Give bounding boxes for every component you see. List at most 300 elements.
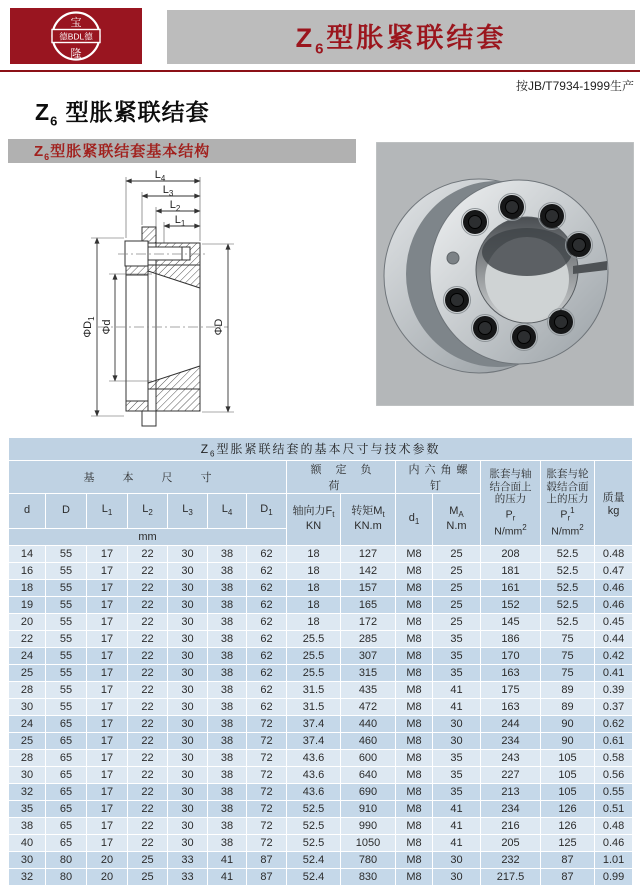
table-cell: 126 xyxy=(541,818,595,835)
table-cell: 17 xyxy=(87,699,128,716)
col-header-D1: $D_1$ xyxy=(247,494,287,529)
table-row xyxy=(9,546,633,563)
table-cell: 30 xyxy=(168,665,208,682)
table-cell: 22 xyxy=(128,648,168,665)
col-group-basic-dimensions: 基本尺寸 xyxy=(9,461,287,494)
table-cell: M8 xyxy=(396,818,433,835)
table-cell: 40 xyxy=(9,835,46,852)
table-cell: 52.5 xyxy=(541,580,595,597)
table-cell: 0.46 xyxy=(595,597,633,614)
table-cell: 30 xyxy=(168,801,208,818)
table-cell: 17 xyxy=(87,801,128,818)
dim-label-l3: $L_3$ xyxy=(162,184,174,198)
dim-label-phi-D: ΦD xyxy=(213,318,225,336)
table-cell: 38 xyxy=(208,682,247,699)
table-cell: 80 xyxy=(46,869,87,886)
table-cell: 30 xyxy=(168,648,208,665)
table-cell: 41 xyxy=(208,852,247,869)
table-cell: M8 xyxy=(396,801,433,818)
table-cell: 181 xyxy=(481,563,541,580)
table-cell: 105 xyxy=(541,767,595,784)
table-cell: 28 xyxy=(9,750,46,767)
table-cell: M8 xyxy=(396,699,433,716)
table-cell: 435 xyxy=(341,682,396,699)
table-row xyxy=(9,580,633,597)
table-cell: 0.42 xyxy=(595,648,633,665)
table-cell: 25 xyxy=(433,580,481,597)
table-cell: 87 xyxy=(541,869,595,886)
col-header-pressure-shaft: 胀套与轴 结合面上 的压力 $P_r$ $N/mm^2$ xyxy=(481,461,541,546)
table-cell: 38 xyxy=(208,750,247,767)
table-cell: 89 xyxy=(541,699,595,716)
table-cell: 30 xyxy=(168,631,208,648)
table-cell: 72 xyxy=(247,733,287,750)
table-cell: 38 xyxy=(208,801,247,818)
table-cell: 20 xyxy=(9,614,46,631)
table-cell: 28 xyxy=(9,682,46,699)
table-cell: 22 xyxy=(128,835,168,852)
table-cell: 43.6 xyxy=(287,784,341,801)
table-cell: 62 xyxy=(247,614,287,631)
table-cell: M8 xyxy=(396,682,433,699)
table-cell: 62 xyxy=(247,682,287,699)
table-cell: 52.5 xyxy=(287,801,341,818)
table-cell: M8 xyxy=(396,767,433,784)
brand-logo-icon xyxy=(10,8,142,64)
table-cell: 105 xyxy=(541,750,595,767)
table-cell: 22 xyxy=(128,801,168,818)
table-cell: 33 xyxy=(168,852,208,869)
table-cell: 38 xyxy=(9,818,46,835)
table-cell: 440 xyxy=(341,716,396,733)
table-cell: 830 xyxy=(341,869,396,886)
table-cell: 75 xyxy=(541,631,595,648)
table-cell: 38 xyxy=(208,546,247,563)
table-cell: 25 xyxy=(433,546,481,563)
table-cell: 24 xyxy=(9,648,46,665)
table-row xyxy=(9,614,633,631)
table-cell: 30 xyxy=(168,699,208,716)
table-cell: 30 xyxy=(168,835,208,852)
table-group-header-row xyxy=(9,461,633,494)
table-cell: 32 xyxy=(9,784,46,801)
table-cell: 65 xyxy=(46,716,87,733)
table-cell: 0.48 xyxy=(595,546,633,563)
table-row xyxy=(9,597,633,614)
table-title: $Z_6$型胀紧联结套的基本尺寸与技术参数 xyxy=(9,438,633,461)
col-header-L1: $L_1$ xyxy=(87,494,128,529)
table-cell: 30 xyxy=(168,563,208,580)
table-cell: 72 xyxy=(247,818,287,835)
table-body xyxy=(9,546,633,886)
table-cell: 41 xyxy=(433,699,481,716)
table-cell: 38 xyxy=(208,716,247,733)
table-cell: 30 xyxy=(9,699,46,716)
table-cell: 145 xyxy=(481,614,541,631)
table-cell: 16 xyxy=(9,563,46,580)
table-cell: 0.61 xyxy=(595,733,633,750)
table-cell: 52.5 xyxy=(287,835,341,852)
table-cell: 72 xyxy=(247,716,287,733)
table-cell: 41 xyxy=(433,818,481,835)
table-title-row xyxy=(9,438,633,461)
table-cell: 22 xyxy=(128,818,168,835)
structure-banner-label: $Z_6$型胀紧联结套基本结构 xyxy=(34,143,211,162)
table-cell: 18 xyxy=(287,580,341,597)
table-cell: 0.62 xyxy=(595,716,633,733)
dim-label-phi-d1: $\Phi D_1$ xyxy=(82,316,96,338)
table-cell: 30 xyxy=(168,614,208,631)
table-cell: 89 xyxy=(541,682,595,699)
table-cell: 20 xyxy=(87,869,128,886)
product-photo xyxy=(376,142,634,406)
table-cell: 52.5 xyxy=(287,818,341,835)
table-cell: 52.5 xyxy=(541,597,595,614)
table-cell: 38 xyxy=(208,665,247,682)
table-cell: 18 xyxy=(287,597,341,614)
table-cell: M8 xyxy=(396,648,433,665)
table-cell: 80 xyxy=(46,852,87,869)
table-cell: 31.5 xyxy=(287,699,341,716)
table-cell: 30 xyxy=(168,733,208,750)
table-cell: M8 xyxy=(396,563,433,580)
table-cell: M8 xyxy=(396,835,433,852)
unit-mm: mm xyxy=(9,529,287,546)
col-group-hex-screws: 内六角螺钉 xyxy=(396,461,481,494)
table-cell: 25.5 xyxy=(287,665,341,682)
table-cell: 22 xyxy=(128,682,168,699)
table-cell: 30 xyxy=(433,869,481,886)
table-cell: 72 xyxy=(247,801,287,818)
table-cell: 460 xyxy=(341,733,396,750)
table-cell: 18 xyxy=(9,580,46,597)
table-row xyxy=(9,716,633,733)
col-group-rated-load: 额定负荷 xyxy=(287,461,396,494)
table-cell: 30 xyxy=(168,750,208,767)
table-cell: 0.48 xyxy=(595,818,633,835)
table-cell: 234 xyxy=(481,733,541,750)
standard-note: 按JB/T7934-1999生产 xyxy=(515,79,634,93)
table-cell: 22 xyxy=(9,631,46,648)
table-cell: 22 xyxy=(128,631,168,648)
technical-drawing xyxy=(12,166,357,432)
table-cell: 35 xyxy=(433,784,481,801)
table-cell: 17 xyxy=(87,716,128,733)
cross-section-drawing-icon xyxy=(12,166,357,432)
table-cell: M8 xyxy=(396,665,433,682)
table-cell: M8 xyxy=(396,733,433,750)
table-cell: 55 xyxy=(46,682,87,699)
table-row xyxy=(9,563,633,580)
table-cell: 0.45 xyxy=(595,614,633,631)
table-cell: 17 xyxy=(87,682,128,699)
table-cell: 90 xyxy=(541,716,595,733)
table-cell: 161 xyxy=(481,580,541,597)
table-row xyxy=(9,733,633,750)
col-header-L2: $L_2$ xyxy=(128,494,168,529)
table-cell: 62 xyxy=(247,597,287,614)
table-cell: 0.46 xyxy=(595,835,633,852)
table-cell: 125 xyxy=(541,835,595,852)
table-cell: 62 xyxy=(247,665,287,682)
table-cell: 0.46 xyxy=(595,580,633,597)
logo-char-top: 宝 xyxy=(70,17,82,29)
table-cell: 0.44 xyxy=(595,631,633,648)
table-cell: 37.4 xyxy=(287,716,341,733)
table-cell: 780 xyxy=(341,852,396,869)
table-cell: M8 xyxy=(396,716,433,733)
logo-text-middle: 德BDL德 xyxy=(59,31,93,42)
table-cell: 205 xyxy=(481,835,541,852)
table-cell: 22 xyxy=(128,614,168,631)
table-cell: 18 xyxy=(287,563,341,580)
table-cell: 22 xyxy=(128,784,168,801)
table-cell: 22 xyxy=(128,665,168,682)
table-cell: 41 xyxy=(433,835,481,852)
table-row xyxy=(9,750,633,767)
table-cell: 18 xyxy=(287,546,341,563)
table-cell: 30 xyxy=(168,546,208,563)
page-header-bar xyxy=(167,10,635,64)
table-cell: 72 xyxy=(247,767,287,784)
table-cell: 72 xyxy=(247,750,287,767)
table-cell: 65 xyxy=(46,750,87,767)
table-cell: 52.5 xyxy=(541,563,595,580)
table-cell: M8 xyxy=(396,852,433,869)
table-cell: 35 xyxy=(9,801,46,818)
table-cell: 0.41 xyxy=(595,665,633,682)
table-row xyxy=(9,835,633,852)
col-header-D: D xyxy=(46,494,87,529)
table-cell: 307 xyxy=(341,648,396,665)
table-cell: 234 xyxy=(481,801,541,818)
table-cell: 87 xyxy=(541,852,595,869)
table-cell: 30 xyxy=(168,716,208,733)
table-cell: 52.5 xyxy=(541,546,595,563)
table-cell: 0.39 xyxy=(595,682,633,699)
table-row xyxy=(9,699,633,716)
table-cell: 62 xyxy=(247,563,287,580)
table-cell: 163 xyxy=(481,699,541,716)
table-cell: 0.47 xyxy=(595,563,633,580)
table-cell: 30 xyxy=(433,716,481,733)
table-cell: 17 xyxy=(87,818,128,835)
table-cell: 244 xyxy=(481,716,541,733)
table-cell: 17 xyxy=(87,563,128,580)
table-cell: 232 xyxy=(481,852,541,869)
table-row xyxy=(9,801,633,818)
table-cell: 227 xyxy=(481,767,541,784)
table-cell: 20 xyxy=(87,852,128,869)
table-cell: M8 xyxy=(396,631,433,648)
table-cell: 55 xyxy=(46,648,87,665)
table-cell: 31.5 xyxy=(287,682,341,699)
table-cell: 52.4 xyxy=(287,852,341,869)
table-cell: 30 xyxy=(168,818,208,835)
dim-label-l4: $L_4$ xyxy=(154,169,166,183)
table-cell: 24 xyxy=(9,716,46,733)
table-cell: 62 xyxy=(247,580,287,597)
table-cell: 38 xyxy=(208,784,247,801)
table-cell: 186 xyxy=(481,631,541,648)
table-cell: 62 xyxy=(247,699,287,716)
logo-char-bottom: 隆 xyxy=(70,48,82,60)
table-cell: 1.01 xyxy=(595,852,633,869)
table-cell: 62 xyxy=(247,648,287,665)
table-cell: 17 xyxy=(87,614,128,631)
dim-label-l1: $L_1$ xyxy=(174,214,186,228)
table-cell: 30 xyxy=(168,784,208,801)
table-cell: 14 xyxy=(9,546,46,563)
table-cell: 38 xyxy=(208,614,247,631)
table-cell: 38 xyxy=(208,648,247,665)
table-cell: 65 xyxy=(46,818,87,835)
page-header-title: $Z_6$型胀紧联结套 xyxy=(295,23,507,58)
table-cell: 22 xyxy=(128,597,168,614)
table-cell: 25.5 xyxy=(287,648,341,665)
table-cell: 19 xyxy=(9,597,46,614)
section-title: $Z_6$ 型胀紧联结套 xyxy=(35,99,210,129)
table-cell: 600 xyxy=(341,750,396,767)
table-cell: 472 xyxy=(341,699,396,716)
table-cell: 38 xyxy=(208,818,247,835)
table-cell: 18 xyxy=(287,614,341,631)
dim-label-phi-d: Φd xyxy=(101,319,113,335)
table-cell: 35 xyxy=(433,665,481,682)
table-cell: 30 xyxy=(168,597,208,614)
table-cell: 43.6 xyxy=(287,767,341,784)
table-cell: 38 xyxy=(208,699,247,716)
table-cell: 17 xyxy=(87,580,128,597)
table-cell: 38 xyxy=(208,835,247,852)
table-cell: 55 xyxy=(46,699,87,716)
col-header-L3: $L_3$ xyxy=(168,494,208,529)
table-cell: 38 xyxy=(208,733,247,750)
table-cell: 30 xyxy=(9,852,46,869)
table-cell: 0.99 xyxy=(595,869,633,886)
table-cell: 217.5 xyxy=(481,869,541,886)
table-cell: 33 xyxy=(168,869,208,886)
table-cell: 38 xyxy=(208,631,247,648)
table-cell: 65 xyxy=(46,733,87,750)
table-cell: 17 xyxy=(87,767,128,784)
table-cell: 55 xyxy=(46,614,87,631)
table-cell: 87 xyxy=(247,869,287,886)
table-cell: 55 xyxy=(46,563,87,580)
table-cell: 22 xyxy=(128,699,168,716)
table-cell: 30 xyxy=(9,767,46,784)
table-cell: 35 xyxy=(433,767,481,784)
table-cell: 157 xyxy=(341,580,396,597)
table-cell: 105 xyxy=(541,784,595,801)
table-row xyxy=(9,869,633,886)
table-cell: M8 xyxy=(396,597,433,614)
table-cell: 0.58 xyxy=(595,750,633,767)
table-cell: M8 xyxy=(396,580,433,597)
table-cell: 243 xyxy=(481,750,541,767)
table-cell: 90 xyxy=(541,733,595,750)
table-cell: 22 xyxy=(128,563,168,580)
table-cell: 55 xyxy=(46,580,87,597)
table-cell: 72 xyxy=(247,784,287,801)
table-cell: 170 xyxy=(481,648,541,665)
table-cell: 315 xyxy=(341,665,396,682)
table-row xyxy=(9,665,633,682)
table-cell: 25 xyxy=(9,665,46,682)
table-cell: 38 xyxy=(208,580,247,597)
dim-label-l2: $L_2$ xyxy=(169,199,181,213)
table-cell: 216 xyxy=(481,818,541,835)
table-cell: 25 xyxy=(433,597,481,614)
table-cell: 17 xyxy=(87,597,128,614)
table-cell: 25.5 xyxy=(287,631,341,648)
table-cell: 52.4 xyxy=(287,869,341,886)
table-cell: 17 xyxy=(87,665,128,682)
table-cell: 35 xyxy=(433,648,481,665)
table-cell: 75 xyxy=(541,665,595,682)
table-cell: 30 xyxy=(433,733,481,750)
coupling-sleeve-photo-icon xyxy=(376,142,634,406)
table-cell: 55 xyxy=(46,597,87,614)
table-cell: 35 xyxy=(433,750,481,767)
table-cell: 25 xyxy=(433,563,481,580)
table-cell: 30 xyxy=(168,580,208,597)
table-cell: 65 xyxy=(46,767,87,784)
brand-logo-block xyxy=(10,8,142,64)
col-header-d: d xyxy=(9,494,46,529)
table-cell: 32 xyxy=(9,869,46,886)
table-row xyxy=(9,648,633,665)
table-cell: 0.56 xyxy=(595,767,633,784)
table-row xyxy=(9,682,633,699)
table-cell: 285 xyxy=(341,631,396,648)
table-cell: 213 xyxy=(481,784,541,801)
table-cell: 30 xyxy=(168,767,208,784)
table-cell: 17 xyxy=(87,750,128,767)
table-cell: 38 xyxy=(208,597,247,614)
table-cell: 990 xyxy=(341,818,396,835)
table-cell: 172 xyxy=(341,614,396,631)
table-cell: 17 xyxy=(87,835,128,852)
table-cell: 175 xyxy=(481,682,541,699)
table-cell: M8 xyxy=(396,546,433,563)
table-cell: 43.6 xyxy=(287,750,341,767)
table-cell: 41 xyxy=(433,682,481,699)
table-cell: 35 xyxy=(433,631,481,648)
table-cell: 62 xyxy=(247,631,287,648)
table-cell: 208 xyxy=(481,546,541,563)
table-cell: 25 xyxy=(433,614,481,631)
table-cell: 17 xyxy=(87,546,128,563)
table-row xyxy=(9,784,633,801)
table-cell: 22 xyxy=(128,716,168,733)
parameters-table xyxy=(8,437,632,886)
table-cell: 152 xyxy=(481,597,541,614)
table-cell: 38 xyxy=(208,767,247,784)
table-cell: 30 xyxy=(168,682,208,699)
table-cell: 17 xyxy=(87,784,128,801)
table-cell: 25 xyxy=(128,869,168,886)
table-cell: 87 xyxy=(247,852,287,869)
table-cell: M8 xyxy=(396,869,433,886)
table-cell: 52.5 xyxy=(541,614,595,631)
table-cell: 17 xyxy=(87,631,128,648)
col-header-pressure-hub: 胀套与轮 毂结合面 上的压力 $P_r^1$ $N/mm^2$ xyxy=(541,461,595,546)
structure-banner xyxy=(8,139,356,163)
table-cell: 25 xyxy=(9,733,46,750)
table-cell: 165 xyxy=(341,597,396,614)
table-cell: 75 xyxy=(541,648,595,665)
